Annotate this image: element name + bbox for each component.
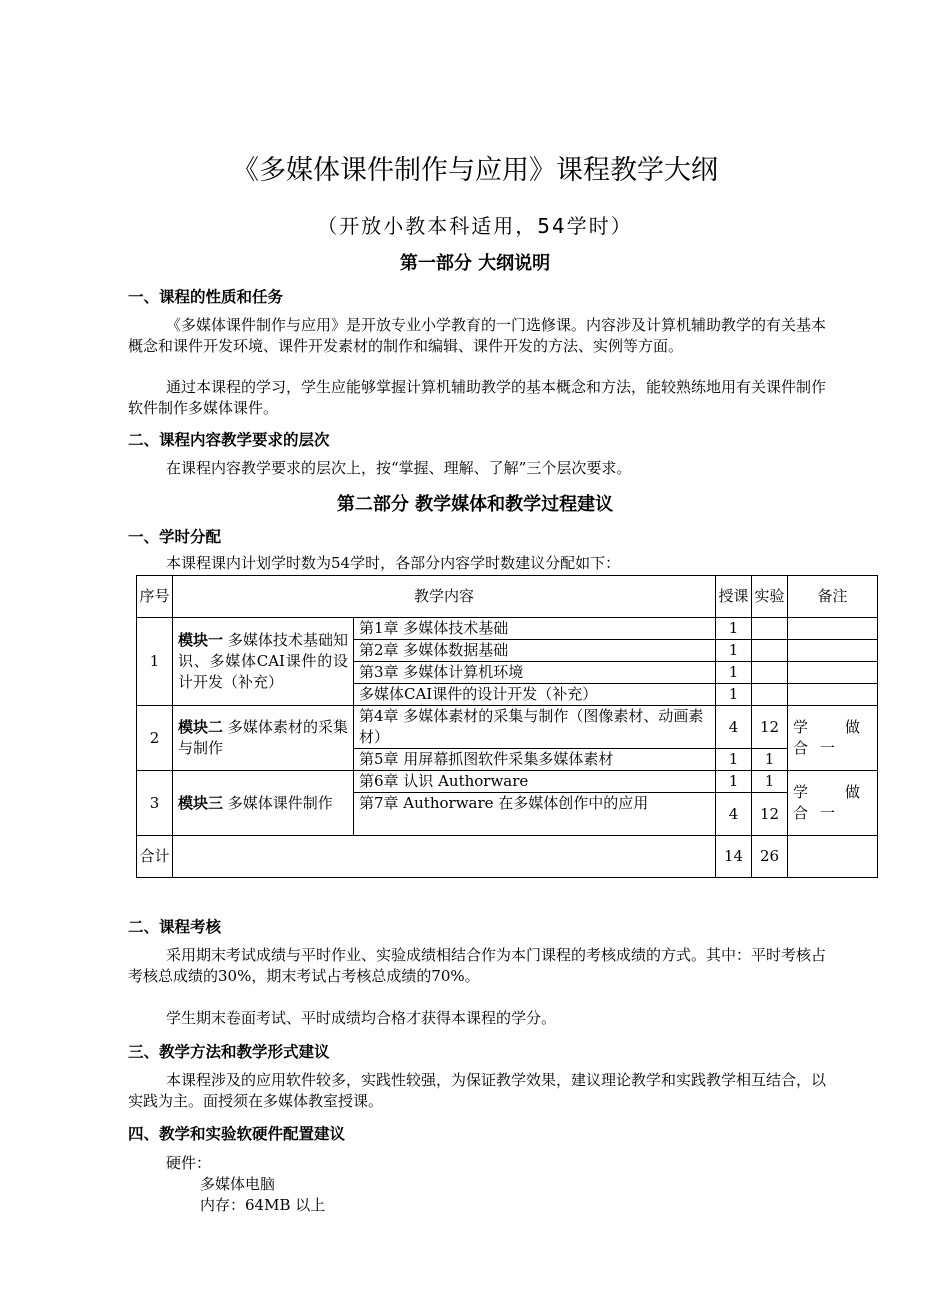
module-name: 模块二: [178, 718, 224, 736]
lab-hours: [752, 684, 788, 706]
chapter-cell: 第4章 多媒体素材的采集与制作（图像素材、动画素材）: [354, 706, 716, 749]
paragraph: 本课程涉及的应用软件较多，实践性较强，为保证教学效果，建议理论教学和实践教学相互结合，以实践为主。面授须在多媒体教室授课。: [128, 1071, 827, 1110]
note-cell: 学做合一: [788, 771, 878, 836]
note-cell: [788, 836, 878, 878]
teach-hours: 1: [716, 684, 752, 706]
header-cell: 备注: [788, 576, 878, 618]
lab-hours: [752, 662, 788, 684]
module-desc: 多媒体课件制作: [223, 793, 333, 812]
teach-hours: 4: [716, 706, 752, 749]
table-row: [137, 771, 878, 793]
total-blank: [173, 836, 716, 878]
module-name: 模块三: [178, 793, 224, 812]
table-row: [137, 706, 878, 749]
paragraph: 采用期末考试成绩与平时作业、实验成绩相结合作为本门课程的考核成绩的方式。其中：平时考核占考核总成绩的30%，期末考试占考核总成绩的70%。: [128, 946, 827, 985]
teach-hours: 1: [716, 662, 752, 684]
section-heading: 二、课程内容教学要求的层次: [128, 431, 330, 449]
module-cell: [173, 706, 354, 771]
lab-hours: [752, 640, 788, 662]
chapter-cell: 多媒体CAI课件的设计开发（补充）: [354, 684, 716, 706]
paragraph: 学生期末卷面考试、平时成绩均合格才获得本课程的学分。: [166, 1009, 557, 1027]
table-header-row: [137, 576, 878, 618]
note-cell: [788, 618, 878, 640]
section-heading: 二、课程考核: [128, 918, 222, 936]
module-cell: [173, 771, 354, 836]
note-cell: 学做合一: [788, 706, 878, 771]
paragraph: 本课程课内计划学时数为54学时，各部分内容学时数建议分配如下：: [166, 554, 621, 572]
section-heading: 一、学时分配: [128, 528, 222, 546]
lab-hours: 1: [752, 771, 788, 793]
teach-hours: 4: [716, 793, 752, 836]
section-heading: 四、教学和实验软硬件配置建议: [128, 1125, 346, 1143]
module-cell: [173, 618, 354, 706]
module-desc: 多媒体技术基础知识、多媒体CAI课件的设计开发（补充）: [178, 631, 348, 691]
header-cell: 实验: [752, 576, 788, 618]
paragraph: 在课程内容教学要求的层次上，按“掌握、理解、了解”三个层次要求。: [166, 459, 632, 477]
total-lab: 26: [752, 836, 788, 878]
table-row: [137, 618, 878, 640]
chapter-cell: 第2章 多媒体数据基础: [354, 640, 716, 662]
seq-cell: 3: [137, 771, 173, 836]
hardware-item: 多媒体电脑: [200, 1175, 276, 1193]
note-cell: [788, 684, 878, 706]
note-cell: [788, 662, 878, 684]
paragraph: 《多媒体课件制作与应用》是开放专业小学教育的一门选修课。内容涉及计算机辅助教学的有关基本概念和课件开发环境、课件开发素材的制作和编辑、课件开发的方法、实例等方面。: [128, 316, 827, 355]
chapter-cell: 第5章 用屏幕抓图软件采集多媒体素材: [354, 749, 716, 771]
teach-hours: 1: [716, 771, 752, 793]
page-title: 《多媒体课件制作与应用》课程教学大纲: [232, 155, 718, 186]
hours-table: [136, 575, 878, 878]
hardware-item: 内存：64MB 以上: [200, 1196, 326, 1214]
teach-hours: 1: [716, 640, 752, 662]
module-name: 模块一: [178, 631, 224, 649]
chapter-cell: 第7章 Authorware 在多媒体创作中的应用: [354, 793, 716, 836]
paragraph: 通过本课程的学习，学生应能够掌握计算机辅助教学的基本概念和方法，能较熟练地用有关课件制作软件制作多媒体课件。: [128, 378, 827, 417]
chapter-cell: 第1章 多媒体技术基础: [354, 618, 716, 640]
header-cell: 授课: [716, 576, 752, 618]
teach-hours: 1: [716, 749, 752, 771]
teach-hours: 1: [716, 618, 752, 640]
seq-cell: 2: [137, 706, 173, 771]
hardware-label: 硬件：: [166, 1154, 212, 1172]
part-heading-1: 第一部分 大纲说明: [399, 253, 551, 274]
table-total-row: [137, 836, 878, 878]
page-subtitle: （开放小教本科适用，54学时）: [317, 214, 633, 238]
header-cell: 教学内容: [173, 576, 716, 618]
module-desc: 多媒体素材的采集与制作: [178, 718, 348, 757]
part-heading-2: 第二部分 教学媒体和教学过程建议: [336, 494, 614, 515]
lab-hours: [752, 618, 788, 640]
lab-hours: 1: [752, 749, 788, 771]
chapter-cell: 第3章 多媒体计算机环境: [354, 662, 716, 684]
note-cell: [788, 640, 878, 662]
lab-hours: 12: [752, 793, 788, 836]
total-teach: 14: [716, 836, 752, 878]
section-heading: 三、教学方法和教学形式建议: [128, 1043, 330, 1061]
total-label: 合计: [137, 836, 173, 878]
lab-hours: 12: [752, 706, 788, 749]
section-heading: 一、课程的性质和任务: [128, 288, 284, 306]
chapter-cell: 第6章 认识 Authorware: [354, 771, 716, 793]
seq-cell: 1: [137, 618, 173, 706]
header-cell: 序号: [137, 576, 173, 618]
